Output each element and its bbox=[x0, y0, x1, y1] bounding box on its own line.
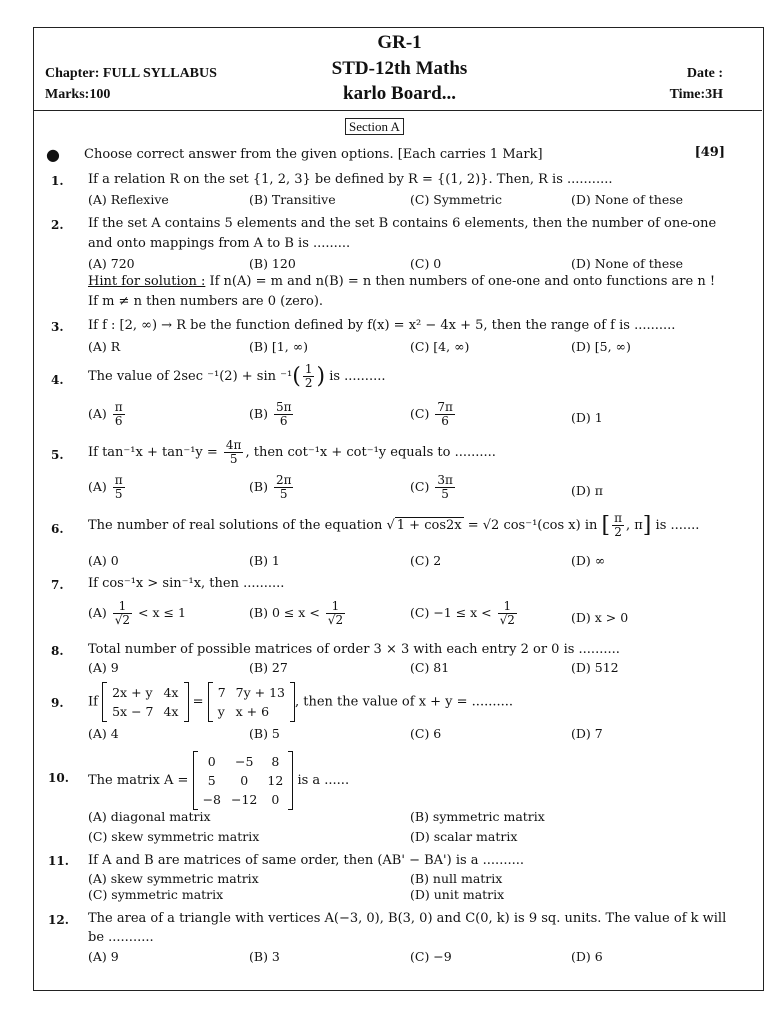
question-number: 11. bbox=[48, 854, 69, 868]
option-c: (C) 0 bbox=[410, 256, 442, 271]
hint-line bbox=[88, 274, 715, 289]
option-c: (C) 2 bbox=[410, 553, 442, 568]
option-d: (D) [5, ∞) bbox=[571, 339, 631, 354]
question-number: 7. bbox=[51, 578, 64, 592]
option-c: (C) Symmetric bbox=[410, 192, 503, 207]
option-d: (D) 7 bbox=[571, 726, 603, 741]
question-text: If A and B are matrices of same order, then (AB' − BA') is a .......... bbox=[88, 853, 524, 868]
math-expression: 2sec ⁻¹(2) + sin ⁻¹ bbox=[173, 369, 293, 384]
group-title: GR-1 bbox=[377, 32, 422, 53]
fraction: $\frac{1}{2}$ bbox=[304, 362, 313, 390]
option-d: (D) 1 bbox=[571, 410, 603, 425]
option-d: (D) unit matrix bbox=[410, 887, 505, 902]
question-number: 5. bbox=[51, 448, 64, 462]
hint-text: If n(A) = m and n(B) = n then numbers of one-one and onto functions are n ! bbox=[205, 274, 716, 289]
question-suffix: is .......... bbox=[329, 369, 386, 384]
question-number: 3. bbox=[51, 320, 64, 334]
option-d: (D) scalar matrix bbox=[410, 829, 518, 844]
option-d: (D) None of these bbox=[571, 192, 684, 207]
hint-text-cont: If m ≠ n then numbers are 0 (zero). bbox=[88, 294, 324, 309]
question-text-cont: be ........... bbox=[88, 930, 154, 945]
option-d: (D) 512 bbox=[571, 660, 619, 675]
question-text: The area of a triangle with vertices A(−3, 0), B(3, 0) and C(0, k) is 9 sq. units. The value of k will bbox=[88, 911, 727, 926]
time-label: Time:3H bbox=[669, 87, 723, 102]
question-text-cont: and onto mappings from A to B is ......... bbox=[88, 236, 351, 251]
option-b: (B) 3 bbox=[249, 949, 280, 964]
option-a: (A) R bbox=[88, 339, 121, 354]
question-number: 12. bbox=[48, 913, 69, 927]
instruction-marks: [49] bbox=[694, 145, 725, 160]
option-d: (D) ∞ bbox=[571, 553, 606, 568]
option-a: (A) $\frac{1}{√2}$ < x ≤ 1 bbox=[88, 599, 186, 627]
option-b: (B) $\frac{5\pi}{6}$ bbox=[249, 400, 292, 428]
date-label: Date : bbox=[686, 66, 723, 81]
header-divider bbox=[34, 110, 762, 111]
question-prefix: The value of bbox=[88, 369, 169, 384]
option-a: (A) diagonal matrix bbox=[88, 809, 211, 824]
option-d: (D) 6 bbox=[571, 949, 603, 964]
question-text: If tan⁻¹x + tan⁻¹y = $\frac{4\pi}{5}$ , then cot⁻¹x + cot⁻¹y equals to .......... bbox=[88, 438, 496, 466]
option-d: (D) x > 0 bbox=[571, 610, 629, 625]
question-text: Total number of possible matrices of order 3 × 3 with each entry 2 or 0 is .......... bbox=[88, 642, 620, 657]
question-number: 1. bbox=[51, 174, 64, 188]
option-b: (B) null matrix bbox=[410, 871, 503, 886]
option-a: (A) 0 bbox=[88, 553, 119, 568]
question-number: 10. bbox=[48, 771, 69, 785]
instruction-text: Choose correct answer from the given options. [Each carries 1 Mark] bbox=[84, 147, 543, 162]
option-b: (B) 1 bbox=[249, 553, 280, 568]
option-c: (C) $\frac{7\pi}{6}$ bbox=[410, 400, 453, 428]
option-a: (A) 720 bbox=[88, 256, 135, 271]
question-text: The value of 2sec ⁻¹(2) + sin ⁻¹( $\frac{1}{2}$ ) is .......... bbox=[88, 362, 386, 390]
option-a: (A) $\frac{\pi}{5}$ bbox=[88, 473, 123, 501]
question-text: If the set A contains 5 elements and the set B contains 6 elements, then the number of one-one bbox=[88, 216, 717, 231]
question-text: The matrix A = 0 −5 8 5 0 12 −8 −12 0 is a ...... bbox=[88, 751, 349, 810]
question-number: 2. bbox=[51, 218, 64, 232]
option-a: (A) 4 bbox=[88, 726, 119, 741]
question-text: If a relation R on the set {1, 2, 3} be defined by R = {(1, 2)}. Then, R is ........... bbox=[88, 172, 613, 187]
question-text: If 2x + y 4x 5x − 7 4x = 7 7y + 13 y x + 6 , then the value of x + y = .......... bbox=[88, 682, 513, 722]
option-b: (B) 0 ≤ x < $\frac{1}{√2}$ bbox=[249, 599, 344, 627]
question-number: 4. bbox=[51, 373, 64, 387]
option-b: (B) $\frac{2\pi}{5}$ bbox=[249, 473, 292, 501]
matrix: 0 −5 8 5 0 12 −8 −12 0 bbox=[193, 751, 294, 810]
exam-page bbox=[33, 27, 764, 991]
question-text: If f : [2, ∞) → R be the function defined by f(x) = x² − 4x + 5, then the range of f is .......... bbox=[88, 318, 676, 333]
option-c: (C) −9 bbox=[410, 949, 452, 964]
option-c: (C) [4, ∞) bbox=[410, 339, 470, 354]
matrix-right: 7 7y + 13 y x + 6 bbox=[208, 682, 295, 722]
question-text: The number of real solutions of the equation √ 1 + cos2x = √2 cos⁻¹(cos x) in [ $\frac{\pi}{2}$ , π] is ....... bbox=[88, 511, 700, 539]
option-c: (C) 81 bbox=[410, 660, 450, 675]
marks-label: Marks:100 bbox=[45, 87, 111, 102]
option-b: (B) 27 bbox=[249, 660, 288, 675]
chapter-label: Chapter: FULL SYLLABUS bbox=[45, 66, 217, 81]
option-a: (A) skew symmetric matrix bbox=[88, 871, 259, 886]
option-c: (C) symmetric matrix bbox=[88, 887, 224, 902]
bullet-icon: ● bbox=[46, 145, 60, 164]
option-a: (A) Reflexive bbox=[88, 192, 169, 207]
question-number: 8. bbox=[51, 644, 64, 658]
option-b: (B) symmetric matrix bbox=[410, 809, 545, 824]
option-c: (C) $\frac{3\pi}{5}$ bbox=[410, 473, 453, 501]
option-b: (B) 5 bbox=[249, 726, 280, 741]
option-c: (C) −1 ≤ x < $\frac{1}{√2}$ bbox=[410, 599, 515, 627]
question-text: If cos⁻¹x > sin⁻¹x, then .......... bbox=[88, 576, 285, 591]
hint-label: Hint for solution : bbox=[88, 274, 206, 289]
option-d: (D) π bbox=[571, 483, 603, 498]
question-number: 6. bbox=[51, 522, 64, 536]
option-c: (C) 6 bbox=[410, 726, 442, 741]
option-c: (C) skew symmetric matrix bbox=[88, 829, 260, 844]
option-b: (B) [1, ∞) bbox=[249, 339, 308, 354]
option-d: (D) None of these bbox=[571, 256, 684, 271]
question-number: 9. bbox=[51, 696, 64, 710]
section-heading: Section A bbox=[345, 118, 404, 135]
standard-title: STD-12th Maths bbox=[331, 58, 468, 79]
option-a: (A) $\frac{\pi}{6}$ bbox=[88, 400, 123, 428]
board-title: karlo Board... bbox=[343, 83, 456, 104]
matrix-left: 2x + y 4x 5x − 7 4x bbox=[102, 682, 188, 722]
option-b: (B) Transitive bbox=[249, 192, 336, 207]
option-a: (A) 9 bbox=[88, 660, 119, 675]
option-b: (B) 120 bbox=[249, 256, 296, 271]
option-a: (A) 9 bbox=[88, 949, 119, 964]
